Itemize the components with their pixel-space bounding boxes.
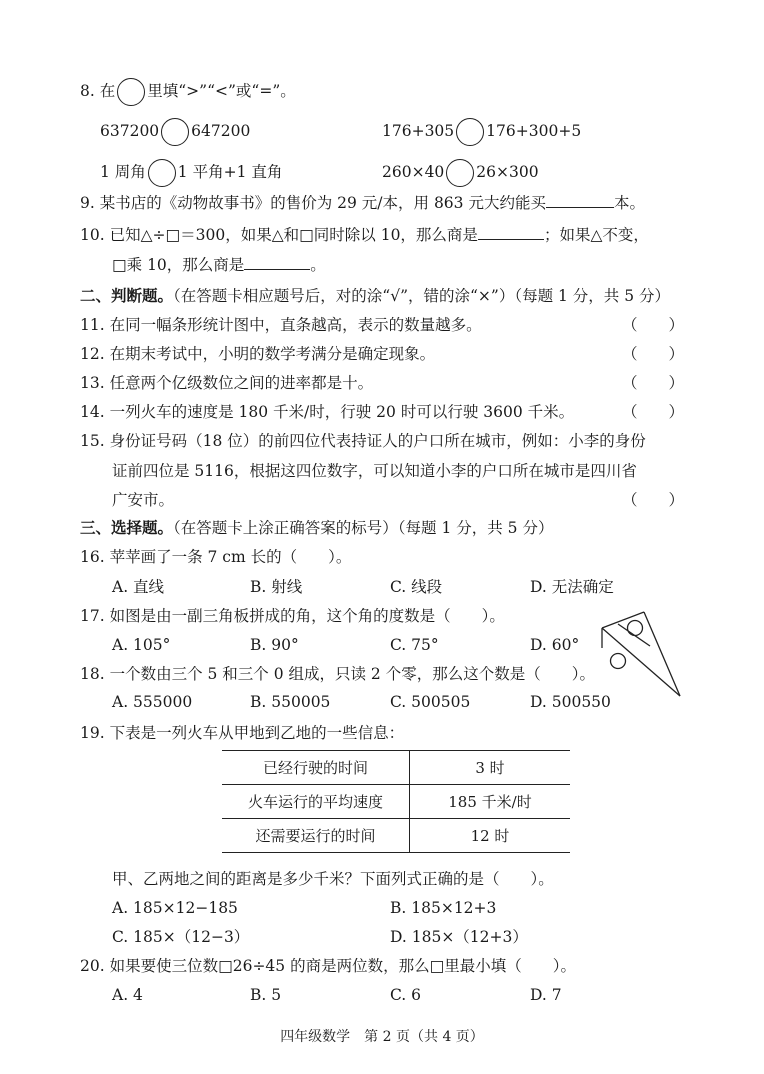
q19-stem: 19. 下表是一列火车从甲地到乙地的一些信息：	[80, 724, 405, 742]
table-cell-value: 3 时	[410, 751, 571, 785]
q12: 12. 在期末考试中，小明的数学考满分是确定现象。	[80, 345, 436, 363]
compare-circle[interactable]	[446, 159, 474, 187]
answer-paren[interactable]: （ ）	[622, 316, 685, 334]
q9-stem: 9. 某书店的《动物故事书》的售价为 29 元/本，用 863 元大约能买 本。	[80, 194, 645, 212]
q8-stem: 8. 在 里填“>”“<”或“=”。	[80, 78, 296, 106]
table-row	[222, 819, 570, 853]
blank-circle[interactable]	[117, 78, 145, 106]
answer-paren[interactable]: （ ）	[622, 491, 685, 509]
q10-line-2: □乘 10，那么商是 。	[112, 256, 326, 274]
option-b[interactable]: B. 185×12+3	[390, 899, 497, 917]
q14: 14. 一列火车的速度是 180 千米/时，行驶 20 时可以行驶 3600 千米。	[80, 403, 575, 421]
q11: 11. 在同一幅条形统计图中，直条越高，表示的数量越多。	[80, 316, 482, 334]
q8-item-3: 1 周角 1 平角+1 直角	[100, 159, 282, 187]
option-c[interactable]: C. 500505	[390, 693, 471, 711]
answer-blank[interactable]	[546, 193, 614, 208]
q15-line-1: 15. 身份证号码（18 位）的前四位代表持证人的户口所在城市，例如：小李的身份	[80, 432, 646, 450]
compare-circle[interactable]	[161, 118, 189, 146]
q16-stem: 16. 苹苹画了一条 7 cm 长的（ ）。	[80, 548, 352, 566]
ruler-edge	[644, 612, 680, 696]
option-a[interactable]: A. 105°	[112, 636, 171, 654]
train-info-table	[222, 750, 570, 853]
table-cell-label: 已经行驶的时间	[222, 751, 410, 785]
option-a[interactable]: A. 185×12−185	[112, 899, 238, 917]
table-cell-value: 185 千米/时	[410, 785, 571, 819]
answer-paren[interactable]: （ ）	[622, 403, 685, 421]
table-row	[222, 751, 570, 785]
option-d[interactable]: D. 7	[530, 986, 562, 1004]
option-c[interactable]: C. 6	[390, 986, 422, 1004]
ruler-edge	[602, 612, 644, 628]
option-b[interactable]: B. 550005	[250, 693, 331, 711]
table-cell-label: 还需要运行的时间	[222, 819, 410, 853]
q19-question: 甲、乙两地之间的距离是多少千米？下面列式正确的是（ ）。	[112, 870, 554, 888]
option-c[interactable]: C. 75°	[390, 636, 439, 654]
option-b[interactable]: B. 5	[250, 986, 282, 1004]
page-footer: 四年级数学 第 2 页（共 4 页）	[280, 1029, 484, 1045]
option-c[interactable]: C. 185×（12−3）	[112, 928, 250, 946]
ruler-edge	[602, 628, 680, 696]
ruler-hole	[628, 621, 643, 636]
q17-stem: 17. 如图是由一副三角板拼成的角，这个角的度数是（ ）。	[80, 607, 505, 625]
compare-circle[interactable]	[148, 159, 176, 187]
option-d[interactable]: D. 无法确定	[530, 578, 614, 596]
option-d[interactable]: D. 60°	[530, 636, 580, 654]
option-b[interactable]: B. 90°	[250, 636, 299, 654]
q10-line-1: 10. 已知△÷□＝300，如果△和□同时除以 10，那么商是 ；如果△不变，	[80, 226, 649, 244]
option-b[interactable]: B. 射线	[250, 578, 303, 596]
answer-blank[interactable]	[244, 255, 310, 270]
q8-item-4: 260×40 26×300	[382, 159, 539, 187]
option-c[interactable]: C. 线段	[390, 578, 443, 596]
compare-circle[interactable]	[456, 118, 484, 146]
q18-stem: 18. 一个数由三个 5 和三个 0 组成，只读 2 个零，那么这个数是（ ）。	[80, 665, 595, 683]
q15-line-2: 证前四位是 5116，根据这四位数字，可以知道小李的户口所在城市是四川省	[112, 462, 637, 480]
option-a[interactable]: A. 4	[112, 986, 143, 1004]
table-cell-value: 12 时	[410, 819, 571, 853]
triangle-ruler-figure	[598, 610, 690, 700]
answer-paren[interactable]: （ ）	[622, 345, 685, 363]
option-a[interactable]: A. 直线	[112, 578, 165, 596]
q8-item-2: 176+305 176+300+5	[382, 118, 581, 146]
q20-stem: 20. 如果要使三位数□26÷45 的商是两位数，那么□里最小填（ ）。	[80, 957, 576, 975]
table-row	[222, 785, 570, 819]
answer-blank[interactable]	[478, 225, 544, 240]
section-2-heading: 二、判断题。（在答题卡相应题号后，对的涂“√”，错的涂“×”）（每题 1 分，共 5 分）	[80, 286, 671, 305]
section-3-heading: 三、选择题。（在答题卡上涂正确答案的标号）（每题 1 分，共 5 分）	[80, 518, 554, 537]
option-d[interactable]: D. 500550	[530, 693, 611, 711]
option-d[interactable]: D. 185×（12+3）	[390, 928, 528, 946]
option-a[interactable]: A. 555000	[112, 693, 193, 711]
q8-item-1: 637200 647200	[100, 118, 250, 146]
table-cell-label: 火车运行的平均速度	[222, 785, 410, 819]
answer-paren[interactable]: （ ）	[622, 374, 685, 392]
q15-line-3: 广安市。	[112, 491, 175, 509]
q13: 13. 任意两个亿级数位之间的进率都是十。	[80, 374, 374, 392]
ruler-hole	[611, 654, 626, 669]
